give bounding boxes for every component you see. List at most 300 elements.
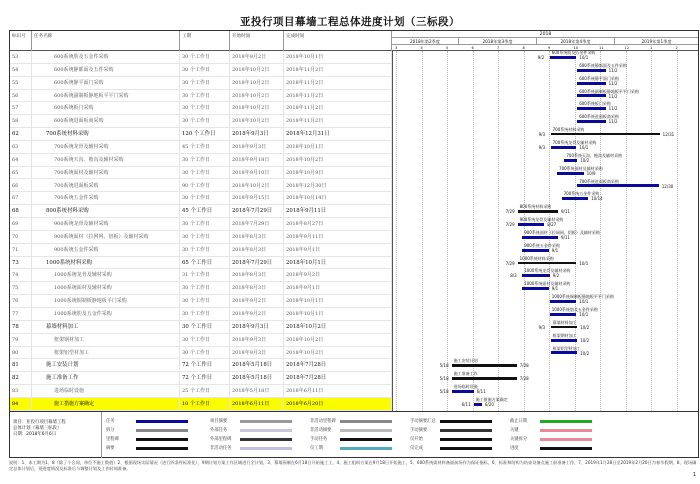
task-end: 2018年11月2日 [284,77,392,89]
legend-label: 任务 [106,419,115,424]
gantt-start-date: 7/29 [505,260,515,266]
gantt-end-date: 10/1 [579,260,589,266]
table-row[interactable] [10,205,392,218]
gantt-task-label: 1000系统龙骨及辅材采购 [524,268,571,274]
table-row[interactable] [10,334,392,347]
task-duration: 30 个工作日 [180,321,230,333]
task-start: 2018年7月29日 [230,218,284,230]
legend-swatch [240,420,292,423]
task-start: 2018年9月10日 [230,167,284,179]
table-row[interactable] [10,102,392,115]
legend-label: 外部里程碑 [210,437,232,442]
task-start: 2018年5月18日 [230,359,284,371]
legend-label: 关键拆分 [510,437,528,442]
row-id: 57 [10,102,32,114]
table-row[interactable] [10,90,392,103]
row-id: 54 [10,64,32,76]
task-end: 2018年10月2日 [284,154,392,166]
legend-label: 非活动任务 [210,446,232,451]
gantt-end-date: 10/1 [579,144,589,150]
task-duration: 30 个工作日 [180,347,230,359]
task-end: 2018年9月1日 [284,244,392,256]
gantt-task-label: 700系统天沟、檐沟及辅材采购 [566,152,622,158]
table-row[interactable] [10,192,392,205]
task-start: 2018年9月3日 [230,334,284,346]
task-duration: 30 个工作日 [180,167,230,179]
row-id: 58 [10,115,32,127]
task-bar[interactable] [522,287,549,290]
summary-bar[interactable] [551,326,578,328]
task-name: 1000系统材料采购 [32,257,180,269]
gantt-task-label: 施工安装计划 [453,358,478,364]
table-row[interactable] [10,295,392,308]
legend-swatch [136,429,188,432]
task-bar[interactable] [557,172,584,175]
legend-swatch [540,438,592,441]
gantt-end-date: 9/1 [551,286,559,292]
timeline-month: 7 [497,46,500,50]
gantt-task-label: 600系统肋及五金件采购 [551,50,596,55]
task-end: 2018年10月1日 [284,141,392,153]
gantt-task-label: 900系统五金件采购 [524,242,560,248]
task-name: 1000系统面材及辅材采购 [32,282,180,294]
gantt-end-date: 6/20 [484,401,494,407]
timeline-month: 9 [548,46,551,50]
task-end: 2018年8月27日 [284,218,392,230]
task-end: 2018年12月30日 [284,180,392,192]
month-gridline [677,51,678,412]
task-bar[interactable] [452,390,474,393]
task-bar[interactable] [577,82,605,85]
task-start: 2018年9月2日 [230,295,284,307]
task-duration: 45 个工作日 [180,141,230,153]
footnote: 说明：1、本工期为1、8（除了个合同，单位不施工数值）2、根据现场实际情况（进行四条件标准化）、9期计划方案工作区域进行全计划，3、幕墙预制在6月18日开始施工工，4、施工组织方案在9月18日开始施工，5、600系统需材料备面前场作为保证指标，6、标准和结构为结束设备点施工前准备工作，7、2019年1月28日至2019年2月20日为春节假期，8、现场确定总体计划后，现进度情况及标准后与调整计划及工作时间准备。 [9,460,697,471]
task-start: 2018年9月2日 [230,51,284,63]
legend-label: 手动任务 [310,437,328,442]
task-end: 2018年10月2日 [284,334,392,346]
table-row[interactable] [10,269,392,282]
timeline-month: 4 [420,46,423,50]
table-row[interactable] [10,359,392,372]
table-row[interactable] [10,51,392,64]
gantt-end-date: 7/28 [519,376,529,382]
task-start: 2018年10月2日 [230,102,284,114]
col-id-header: 标识号 [10,31,32,51]
task-duration: 30 个工作日 [180,51,230,63]
task-name: 600系统静都面及五件采购 [32,64,180,76]
gantt-end-date: 12/30 [661,183,674,189]
task-bar[interactable] [522,274,549,277]
task-start: 2018年7月29日 [230,257,284,269]
gantt-end-date: 10/1 [579,299,589,305]
table-row[interactable] [10,218,392,231]
gantt-start-date: 9/3 [538,132,546,138]
gantt-task-label: 1000系统面材及辅材采购 [524,281,571,287]
table-header [10,31,698,51]
table-row[interactable] [10,372,392,385]
task-start: 2018年5月18日 [230,385,284,397]
row-id: 64 [10,154,32,166]
gantt-end-date: 9/11 [560,234,570,240]
task-name: 1000系统肋及五金件采购 [32,308,180,320]
task-start: 2018年8月3日 [230,244,284,256]
task-duration: 30 个工作日 [180,64,230,76]
legend-swatch [340,420,392,423]
legend-label: 仅工期 [310,446,323,451]
gantt-start-date: 7/29 [505,222,515,228]
month-gridline [626,51,627,412]
task-duration: 65 个工作日 [180,257,230,269]
gantt-end-date: 10/2 [580,350,590,356]
task-start: 2018年10月2日 [230,115,284,127]
task-name: 800系统材料采购 [32,205,180,217]
task-name: 900系统五金件采购 [32,244,180,256]
task-bar[interactable] [550,56,577,59]
task-end: 2018年7月28日 [284,359,392,371]
task-name: 600系统副制板静地板平平门采购 [32,90,180,102]
table-row[interactable] [10,77,392,90]
gantt-end-date: 12/31 [662,132,675,138]
page-number: 1 [692,472,696,478]
task-end: 2018年10月1日 [284,51,392,63]
task-bar[interactable] [474,403,482,406]
gantt-end-date: 10/14 [591,196,603,202]
col-start-header: 开始时间 [230,31,284,51]
gantt-task-label: 700系统龙骨及辅材采购 [552,139,597,145]
legend-swatch [440,420,492,423]
task-end: 2018年6月11日 [284,385,392,397]
task-start: 2018年9月3日 [230,141,284,153]
table-row[interactable] [10,180,392,193]
task-start: 2018年9月18日 [230,154,284,166]
gantt-end-date: 10/2 [580,337,590,343]
legend-swatch [240,447,292,450]
timeline-month: 3 [395,46,398,50]
month-gridline [447,51,448,412]
legend-swatch [240,438,292,441]
task-start: 2018年8月3日 [230,282,284,294]
gantt-start-date: 6/11 [461,401,471,407]
task-bar[interactable] [577,107,605,110]
summary-bar[interactable] [518,262,577,264]
timeline-month: 10 [573,46,579,50]
timeline-quarter: 2018年第4季度 [537,38,615,45]
table-row[interactable] [10,308,392,321]
task-duration: 25 个工作日 [180,385,230,397]
task-name: 900系统面材（拉网网、铝板）及辅材采购 [32,231,180,243]
gantt-task-label: 框架铝型材加工 [552,345,581,351]
task-start: 2018年10月2日 [230,90,284,102]
gantt-end-date: 8/27 [547,222,557,228]
gantt-task-label: 施工准备工作 [453,371,478,377]
table-row[interactable] [10,128,392,141]
task-name: 施工准备工作 [32,372,180,384]
timeline-month: 1 [650,46,653,50]
timeline-month: 11 [599,46,604,50]
task-name: 700系统面材及辅材采购 [32,167,180,179]
legend-label: 仅开始 [410,437,423,442]
task-bar[interactable] [550,300,577,303]
legend-label: 非活动摘要 [310,428,332,433]
task-duration: 45 个工作日 [180,205,230,217]
row-id: 65 [10,167,32,179]
row-id: 75 [10,282,32,294]
gantt-end-date: 10/9 [586,170,596,176]
gantt-end-date: 7/28 [519,363,529,369]
legend-swatch [440,438,492,441]
legend-swatch [340,447,392,450]
task-bar[interactable] [577,184,659,187]
timeline-quarter: 2018年第2季度 [392,38,459,45]
task-name: 框架钢材加工 [32,334,180,346]
project-date: 日期：2018年6月6日 [13,432,57,437]
gantt-end-date: 10/2 [580,157,590,163]
task-duration: 30 个工作日 [180,231,230,243]
legend [9,412,699,458]
task-start: 2018年9月3日 [230,347,284,359]
task-name: 700系统龙骨及辅材采购 [32,141,180,153]
table-row[interactable] [10,282,392,295]
table-row[interactable] [10,141,392,154]
task-name: 框架铝型材加工 [32,347,180,359]
row-id: 66 [10,180,32,192]
task-name: 600系统肋及五金件采购 [32,51,180,63]
task-end: 2018年7月28日 [284,372,392,384]
legend-label: 进度 [510,446,519,451]
legend-label: 项目摘要 [210,419,228,424]
project-info [10,412,102,458]
task-start: 2018年10月2日 [230,77,284,89]
row-id: 73 [10,257,32,269]
row-id: 55 [10,77,32,89]
task-name: 幕墙材料加工 [32,321,180,333]
legend-label: 里程碑 [106,437,119,442]
month-gridline [651,51,652,412]
gantt-end-date: 9/1 [551,247,559,253]
gantt-task-label: 600系统进面板商采购 [579,114,619,120]
gantt-end-date: 11/2 [608,119,618,125]
month-gridline [396,51,397,412]
legend-swatch [136,438,188,441]
legend-swatch [240,429,292,432]
table-row[interactable] [10,64,392,77]
task-end: 2018年6月20日 [284,398,392,410]
task-name: 600系统静平面门采购 [32,77,180,89]
task-end: 2018年10月9日 [284,167,392,179]
task-duration: 30 个工作日 [180,154,230,166]
legend-swatch [440,447,492,450]
gantt-end-date: 11/2 [608,67,618,73]
task-end: 2018年11月2日 [284,90,392,102]
gantt-task-label: 施工措施方案确定 [475,396,508,402]
task-duration: 30 个工作日 [180,334,230,346]
task-bar[interactable] [522,236,558,239]
row-id: 53 [10,51,32,63]
project-name: 项目：亚投行项目幕墙工程 [13,420,66,425]
task-duration: 72 个工作日 [180,372,230,384]
task-bar[interactable] [522,249,549,252]
task-bar[interactable] [550,313,577,316]
row-id: 78 [10,321,32,333]
row-id: 71 [10,244,32,256]
task-duration: 72 个工作日 [180,359,230,371]
summary-bar[interactable] [452,377,517,379]
task-end: 2018年10月14日 [284,192,392,204]
gantt-task-label: 700系统面材及辅材采购 [559,165,603,171]
task-start: 2018年9月15日 [230,192,284,204]
gantt-start-date: 8/3 [510,273,517,279]
task-name: 700系统天沟、檐沟及辅材采购 [32,154,180,166]
timeline-month: 8 [522,46,525,50]
table-row[interactable] [10,321,392,334]
row-id: 82 [10,372,32,384]
task-end: 2018年11月2日 [284,102,392,114]
task-name: 施工措施方案确定 [32,398,180,410]
task-end: 2018年12月31日 [284,128,392,140]
summary-bar[interactable] [551,133,660,135]
timeline-month: 12 [624,46,630,50]
task-duration: 30 个工作日 [180,295,230,307]
task-start: 2018年5月18日 [230,372,284,384]
gantt-task-label: 700系统材料采购 [552,127,585,133]
row-id: 79 [10,334,32,346]
task-start: 2018年10月2日 [230,180,284,192]
task-bar[interactable] [564,159,577,162]
table-row[interactable] [10,115,392,128]
task-name: 施工安装计划 [32,359,180,371]
task-start: 2018年9月3日 [230,128,284,140]
table-row[interactable] [10,167,392,180]
row-id: 77 [10,308,32,320]
timeline-month: 2 [675,46,678,50]
task-name: 600系统进面板商采购 [32,115,180,127]
task-end: 2018年10月1日 [284,295,392,307]
task-name: 900系统龙骨及辅材采购 [32,218,180,230]
task-end: 2018年11月2日 [284,64,392,76]
legend-label: 摘要 [106,446,115,451]
gantt-start-date: 5/18 [439,389,449,395]
task-duration: 30 个工作日 [180,90,230,102]
gantt-start-date: 9/3 [538,324,546,330]
legend-label: 手动摘要 [410,428,428,433]
gantt-task-label: 进场临时设施 [453,384,478,390]
gantt-end-date: 10/1 [579,55,589,60]
task-duration: 31 个工作日 [180,269,230,281]
gantt-task-label: 900系统龙骨及辅材采购 [519,217,564,223]
task-name: 1000系统龙骨及辅材采购 [32,269,180,281]
task-bar[interactable] [577,69,605,72]
summary-bar[interactable] [452,364,517,366]
task-bar[interactable] [551,339,578,342]
page-title: 亚投行项目幕墙工程总体进度计划（三标段） [240,16,460,28]
task-name: 进场临时设施 [32,385,180,397]
gantt-end-date: 10/2 [580,324,590,330]
table-row[interactable] [10,398,392,411]
table-row[interactable] [10,231,392,244]
row-id: 81 [10,359,32,371]
col-name-header: 任务名称 [32,31,180,51]
legend-label: 外部任务 [210,428,228,433]
task-name: 700系统进面板采购 [32,180,180,192]
task-start: 2018年10月2日 [230,64,284,76]
task-start: 2018年8月3日 [230,231,284,243]
task-end: 2018年10月1日 [284,308,392,320]
gantt-start-date: 5/18 [439,376,449,382]
task-duration: 30 个工作日 [180,102,230,114]
task-bar[interactable] [577,120,605,123]
gantt-task-label: 900系统面材（拉网网、铝板）及辅材采购 [524,229,600,235]
gantt-start-date: 5/18 [439,363,449,369]
col-end-header: 完成时间 [284,31,392,51]
task-duration: 30 个工作日 [180,77,230,89]
task-name: 700系统材料采购 [32,128,180,140]
gantt-task-label: 1000系统肋及五金件采购 [551,307,598,312]
legend-swatch [340,429,392,432]
legend-label: 非活动里程碑 [310,419,336,424]
row-id: 83 [10,385,32,397]
legend-swatch [540,447,592,450]
table-row[interactable] [10,257,392,270]
table-row[interactable] [10,154,392,167]
gantt-start-date: 9/3 [538,144,546,150]
row-id: 62 [10,128,32,140]
legend-swatch [540,420,592,423]
row-id: 76 [10,295,32,307]
task-bar[interactable] [562,197,589,200]
task-duration: 30 个工作日 [180,218,230,230]
gantt-end-date: 11/2 [608,80,618,86]
task-duration: 90 个工作日 [180,180,230,192]
task-end: 2018年9月11日 [284,231,392,243]
row-id: 67 [10,192,32,204]
legend-label: 关键 [510,428,519,433]
table-row[interactable] [10,244,392,257]
gantt-start-date: 7/29 [505,209,515,215]
gantt-chart [392,51,699,412]
task-bar[interactable] [577,94,605,97]
gantt-task-label: 800系统材料采购 [519,204,552,210]
col-duration-header: 工期 [180,31,230,51]
project-subtitle: 总体计划（幕墙三标段） [13,426,62,431]
task-end: 2018年9月1日 [284,282,392,294]
task-end: 2018年10月2日 [284,321,392,333]
table-row[interactable] [10,385,392,398]
task-end: 2018年10月2日 [284,347,392,359]
task-bar[interactable] [518,223,545,226]
gantt-sheet [9,30,699,412]
legend-label: 截止日期 [510,419,528,424]
gantt-task-label: 700系统五金件采购 [563,191,600,197]
task-end: 2018年9月2日 [284,269,392,281]
gantt-task-label: 600系统静都面及五件采购 [579,62,627,68]
table-row[interactable] [10,347,392,360]
summary-bar[interactable] [518,210,558,212]
legend-swatch [136,447,188,450]
task-end: 2018年9月11日 [284,205,392,217]
task-bar[interactable] [551,146,577,149]
month-gridline [498,51,499,412]
task-bar[interactable] [551,351,578,354]
gantt-task-label: 1000系统材料采购 [519,255,554,261]
gantt-end-date: 11/2 [608,106,618,112]
row-id: 68 [10,205,32,217]
gantt-task-label: 600系统板门采购 [579,101,611,107]
gantt-end-date: 6/11 [476,389,486,395]
task-duration: 30 个工作日 [180,308,230,320]
task-duration: 30 个工作日 [180,192,230,204]
task-name: 700系统五金件采购 [32,192,180,204]
task-name: 600系统板门采购 [32,102,180,114]
